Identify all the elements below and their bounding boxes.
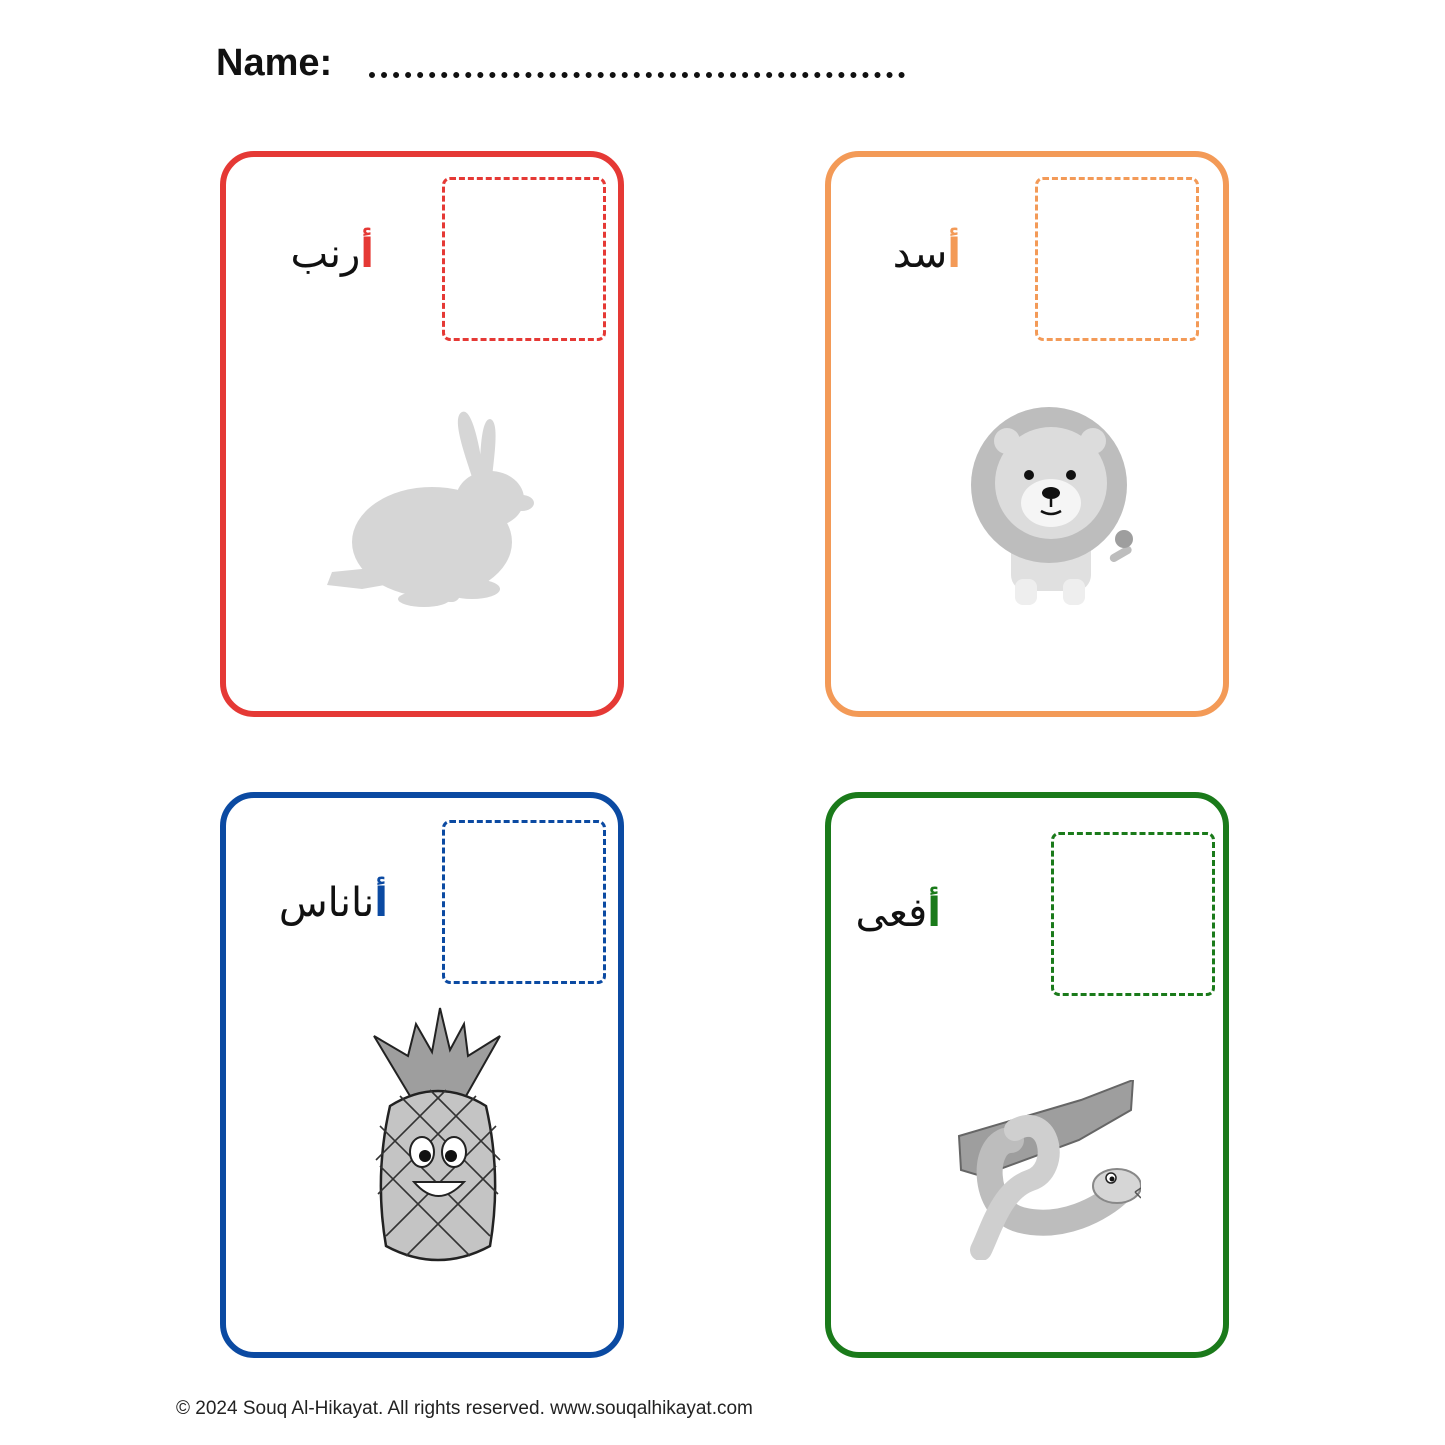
card-lion xyxy=(825,151,1229,717)
letter-box xyxy=(1035,177,1199,341)
letter-box xyxy=(442,177,606,341)
card-pineapple xyxy=(220,792,624,1358)
footer-copyright: © 2024 Souq Al-Hikayat. All rights reserved. www.souqalhikayat.com xyxy=(176,1398,753,1419)
name-label: Name: xyxy=(216,42,333,84)
card-word-rest: فعى xyxy=(855,890,928,936)
card-word xyxy=(856,890,941,936)
rabbit-icon xyxy=(322,407,542,607)
card-rabbit xyxy=(220,151,624,717)
snake-icon xyxy=(951,1080,1141,1260)
card-word-first-letter: أ xyxy=(374,880,388,926)
card-word-rest: سد xyxy=(892,231,948,277)
card-word xyxy=(291,231,374,277)
card-word-rest: ناناس xyxy=(278,880,375,926)
letter-box xyxy=(442,820,606,984)
letter-box xyxy=(1051,832,1215,996)
card-word xyxy=(893,231,961,277)
name-write-line xyxy=(369,72,905,78)
card-word-rest: رنب xyxy=(290,231,361,277)
card-word-first-letter: أ xyxy=(947,231,961,277)
card-snake xyxy=(825,792,1229,1358)
name-row xyxy=(216,40,916,100)
lion-icon xyxy=(959,401,1149,611)
pineapple-icon xyxy=(370,1006,506,1268)
card-word-first-letter: أ xyxy=(927,890,941,936)
card-word xyxy=(279,880,388,926)
card-word-first-letter: أ xyxy=(360,231,374,277)
